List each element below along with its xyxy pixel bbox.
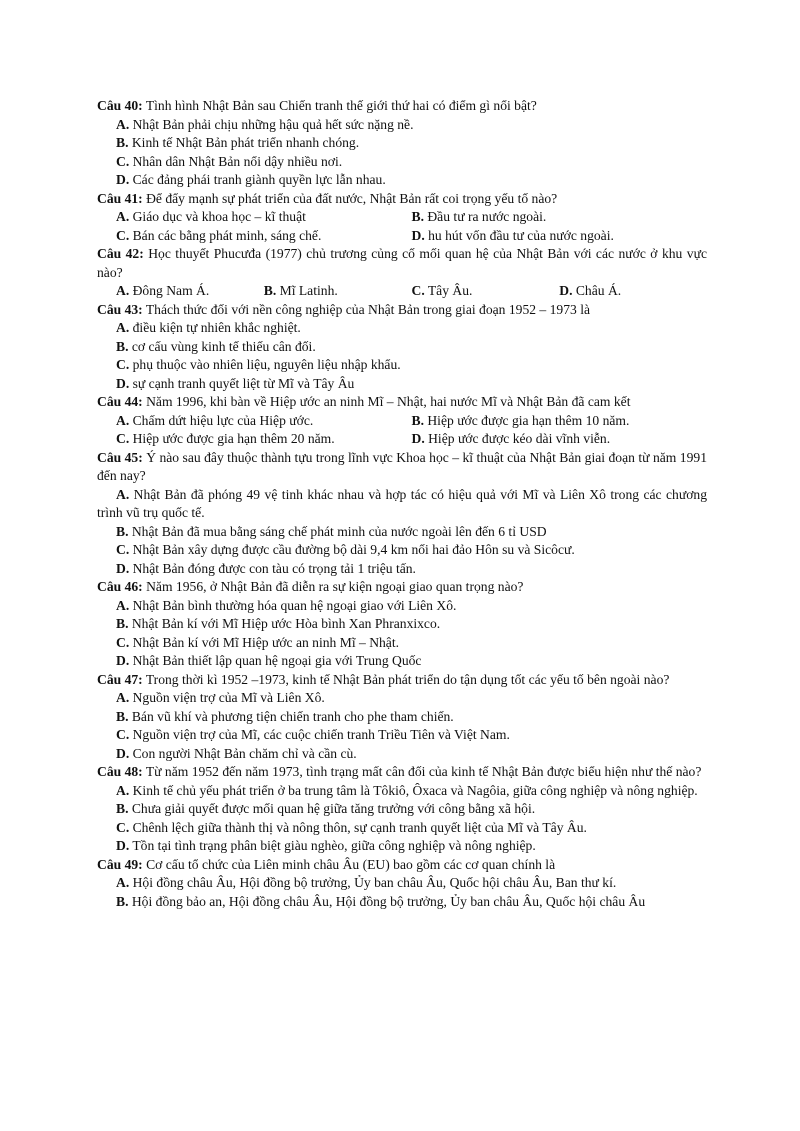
question-42 (97, 245, 707, 282)
question-text: Thách thức đối với nền công nghiệp của Nhật Bản trong giai đoạn 1952 – 1973 là (142, 301, 591, 317)
option-text: Mĩ Latinh. (276, 283, 338, 298)
option-c (116, 634, 707, 653)
option-d (116, 652, 707, 671)
option-letter: A. (116, 116, 130, 132)
option-text: Nhật Bản đã phóng 49 vệ tinh khác nhau và hợp tác có hiệu quả với Mĩ và Liên Xô trong các chương trình vũ trụ quốc tế. (97, 486, 707, 520)
option-c (116, 153, 707, 172)
option-text: cơ cấu vùng kinh tế thiếu cân đối. (128, 338, 316, 354)
option-text: Nhật Bản xây dựng được cầu đường bộ dài 9,4 km nối hai đảo Hôn su và Sicôcư. (129, 542, 575, 557)
option-text: Nguồn viện trợ của Mĩ và Liên Xô. (129, 690, 325, 705)
option-letter: D. (559, 283, 573, 298)
option-letter: D. (116, 375, 130, 391)
option-letter: C. (116, 431, 130, 446)
question-number: Câu 42: (97, 246, 144, 261)
question-number: Câu 48: (97, 764, 143, 779)
question-text: Năm 1956, ở Nhật Bản đã diễn ra sự kiện ngoại giao quan trọng nào? (142, 579, 524, 594)
option-letter: D. (116, 653, 130, 668)
option-text: Châu Á. (572, 283, 622, 298)
option-letter: B. (116, 135, 129, 150)
question-46 (97, 578, 707, 597)
option-text: Hiệp ước được gia hạn thêm 10 năm. (423, 412, 630, 428)
option-letter: C. (116, 227, 130, 243)
option-text: Chênh lệch giữa thành thị và nông thôn, sự cạnh tranh quyết liệt của Mĩ và Tây Âu. (129, 819, 587, 835)
option-letter: C. (116, 819, 130, 835)
option-a (97, 874, 707, 893)
option-text: Nhân dân Nhật Bản nổi dậy nhiều nơi. (129, 153, 343, 169)
option-d (412, 227, 708, 246)
option-row (116, 282, 707, 301)
option-text: Chấm dứt hiệu lực của Hiệp ước. (129, 412, 314, 428)
option-letter: A. (116, 320, 130, 335)
option-c (116, 356, 707, 375)
option-d (116, 745, 707, 764)
question-number: Câu 43: (97, 301, 143, 317)
option-d (116, 375, 707, 394)
option-b (116, 523, 707, 542)
option-row (116, 412, 707, 431)
option-b (116, 134, 707, 153)
option-text: Hiệp ước được kéo dài vĩnh viễn. (424, 431, 611, 446)
option-b (412, 208, 708, 227)
option-text: Hiệp ước được gia hạn thêm 20 năm. (129, 431, 335, 446)
option-letter: B. (116, 616, 129, 631)
option-text: Đông Nam Á. (129, 283, 210, 298)
option-d (116, 171, 707, 190)
option-text: Con người Nhật Bản chăm chỉ và cần cù. (129, 745, 357, 761)
option-letter: C. (116, 727, 130, 742)
option-row (116, 208, 707, 227)
exam-page (97, 97, 707, 911)
option-letter: C. (116, 634, 130, 650)
option-c (116, 541, 707, 560)
option-c (412, 282, 560, 301)
option-letter: B. (116, 893, 129, 909)
option-b (116, 800, 707, 819)
option-c (116, 430, 412, 449)
option-letter: B. (116, 523, 129, 539)
option-letter: D. (116, 838, 130, 853)
option-c (116, 819, 707, 838)
option-b (97, 893, 707, 912)
question-45 (97, 449, 707, 486)
option-letter: B. (116, 338, 129, 354)
option-a (116, 412, 412, 431)
option-text: Kinh tế chủ yếu phát triển ở ba trung tâm là Tôkiô, Ôxaca và Nagôia, giữa công nghiệp và nông nghiệp. (129, 782, 698, 798)
option-letter: C. (116, 357, 130, 372)
option-letter: A. (116, 690, 130, 705)
option-text: Nhật Bản kí với Mĩ Hiệp ước an ninh Mĩ – Nhật. (129, 634, 400, 650)
option-letter: D. (411, 431, 425, 446)
option-text: hu hút vốn đầu tư của nước ngoài. (424, 227, 614, 243)
option-letter: B. (263, 283, 277, 298)
option-a (97, 782, 707, 801)
option-text: Giáo dục và khoa học – kĩ thuật (129, 209, 306, 224)
option-letter: C. (411, 283, 425, 298)
option-letter: D. (411, 227, 425, 243)
option-row (116, 227, 707, 246)
option-a (116, 689, 707, 708)
question-48 (97, 763, 707, 782)
option-text: Các đảng phái tranh giành quyền lực lẫn nhau. (129, 172, 386, 187)
option-text: Nguồn viện trợ của Mĩ, các cuộc chiến tranh Triều Tiên và Việt Nam. (129, 727, 510, 742)
option-c (116, 726, 707, 745)
option-text: Nhật Bản phải chịu những hậu quả hết sức nặng nề. (129, 116, 414, 132)
question-text: Học thuyết Phucưđa (1977) chủ trương củng cố mối quan hệ của Nhật Bản với các nước ở khu vực nào? (97, 246, 707, 280)
option-a (116, 282, 264, 301)
option-text: Bán vũ khí và phương tiện chiến tranh cho phe tham chiến. (128, 708, 454, 724)
option-letter: B. (411, 412, 424, 428)
option-a (116, 208, 412, 227)
option-letter: D. (116, 745, 130, 761)
option-letter: B. (411, 209, 424, 224)
option-letter: C. (116, 153, 130, 169)
option-text: Nhật Bản thiết lập quan hệ ngoại gia với Trung Quốc (129, 653, 422, 668)
option-row (116, 430, 707, 449)
option-letter: B. (116, 708, 129, 724)
option-letter: A. (116, 209, 130, 224)
option-text: Chưa giải quyết được mối quan hệ giữa tăng trưởng với công bằng xã hội. (128, 801, 536, 816)
option-text: Đầu tư ra nước ngoài. (423, 209, 547, 224)
option-text: Nhật Bản kí với Mĩ Hiệp ước Hòa bình Xan Phranxixco. (128, 616, 441, 631)
question-text: Năm 1996, khi bàn về Hiệp ước an ninh Mĩ – Nhật, hai nước Mĩ và Nhật Bản đã cam kết (142, 394, 631, 409)
question-text: Tình hình Nhật Bản sau Chiến tranh thế giới thứ hai có điểm gì nổi bật? (142, 98, 537, 113)
option-letter: A. (116, 486, 130, 502)
question-number: Câu 49: (97, 856, 143, 872)
option-b (264, 282, 412, 301)
question-49 (97, 856, 707, 875)
option-letter: D. (116, 560, 130, 576)
option-b (116, 708, 707, 727)
option-text: Bán các bằng phát minh, sáng chế. (129, 227, 322, 243)
option-text: sự cạnh tranh quyết liệt từ Mĩ và Tây Âu (129, 375, 355, 391)
option-text: điều kiện tự nhiên khắc nghiệt. (129, 320, 301, 335)
option-text: Tây Âu. (424, 283, 473, 298)
option-b (412, 412, 708, 431)
option-letter: C. (116, 542, 130, 557)
question-number: Câu 47: (97, 671, 143, 687)
question-47 (97, 671, 707, 690)
question-43 (97, 301, 707, 320)
option-text: Nhật Bản đã mua bằng sáng chế phát minh của nước ngoài lên đến 6 tỉ USD (128, 523, 547, 539)
question-text: Để đẩy mạnh sự phát triển của đất nước, Nhật Bản rất coi trọng yếu tố nào? (142, 190, 558, 206)
option-letter: D. (116, 172, 130, 187)
option-letter: B. (116, 801, 129, 816)
option-text: Nhật Bản bình thường hóa quan hệ ngoại giao với Liên Xô. (129, 597, 457, 613)
question-number: Câu 45: (97, 449, 143, 465)
question-text: Từ năm 1952 đến năm 1973, tình trạng mất cân đối của kinh tế Nhật Bản được biểu hiện như thế nào? (142, 764, 702, 779)
option-text: Tồn tại tình trạng phân biệt giàu nghèo, giữa công nghiệp và nông nghiệp. (129, 838, 536, 853)
question-text: Cơ cấu tổ chức của Liên minh châu Âu (EU) bao gồm các cơ quan chính là (142, 856, 556, 872)
question-40 (97, 97, 707, 116)
option-a (116, 597, 707, 616)
option-d (559, 282, 707, 301)
question-number: Câu 41: (97, 190, 143, 206)
option-letter: A. (116, 412, 130, 428)
option-d (412, 430, 708, 449)
option-c (116, 227, 412, 246)
option-letter: A. (116, 283, 130, 298)
option-a (116, 319, 707, 338)
option-text: Hội đồng bảo an, Hội đồng châu Âu, Hội đồng bộ trưởng, Ủy ban châu Âu, Quốc hội châu Âu (128, 893, 646, 909)
option-a (97, 486, 707, 523)
option-d (116, 837, 707, 856)
question-number: Câu 46: (97, 579, 143, 594)
option-letter: A. (116, 782, 130, 798)
question-44 (97, 393, 707, 412)
question-number: Câu 44: (97, 394, 143, 409)
question-41 (97, 190, 707, 209)
question-text: Trong thời kì 1952 –1973, kinh tế Nhật Bản phát triển do tận dụng tốt các yếu tố bên ngoài nào? (142, 671, 670, 687)
option-text: Kinh tế Nhật Bản phát triển nhanh chóng. (128, 135, 360, 150)
option-letter: A. (116, 875, 130, 890)
option-d (116, 560, 707, 579)
question-number: Câu 40: (97, 98, 143, 113)
option-b (116, 615, 707, 634)
option-text: phụ thuộc vào nhiên liệu, nguyên liệu nhập khẩu. (129, 357, 401, 372)
option-b (116, 338, 707, 357)
question-text: Ý nào sau đây thuộc thành tựu trong lĩnh vực Khoa học – kĩ thuật của Nhật Bản giai đoạn từ năm 1991 đến nay? (97, 449, 707, 483)
option-text: Hội đồng châu Âu, Hội đồng bộ trưởng, Ủy ban châu Âu, Quốc hội châu Âu, Ban thư kí. (129, 875, 617, 890)
option-letter: A. (116, 597, 130, 613)
option-text: Nhật Bản đóng được con tàu có trọng tải 1 triệu tấn. (129, 560, 416, 576)
option-a (116, 116, 707, 135)
